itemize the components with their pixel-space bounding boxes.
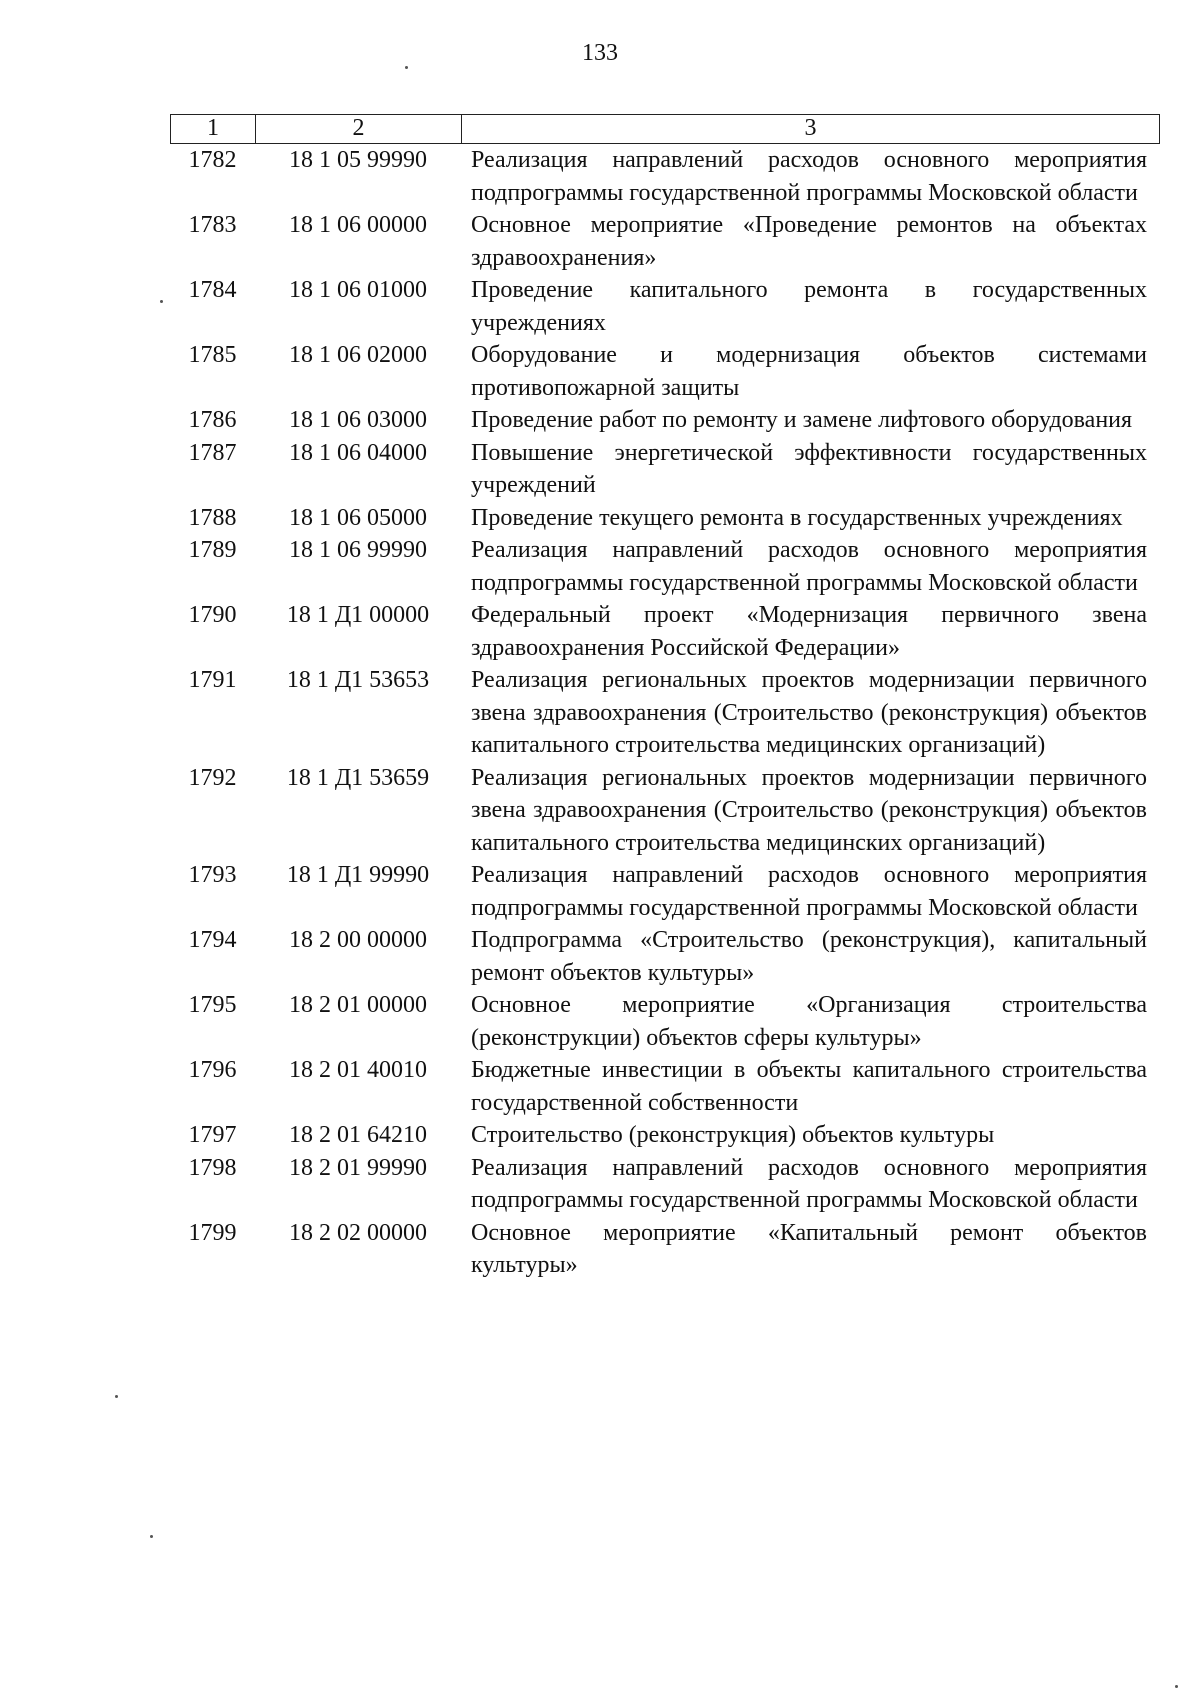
table-row — [170, 209, 1160, 274]
row-number: 1793 — [188, 862, 237, 888]
row-description: Реализация направлений расходов основного мероприятия подпрограммы государственной программы Московской области — [471, 1154, 1147, 1213]
row-number: 1785 — [188, 342, 237, 368]
row-number: 1791 — [188, 667, 237, 693]
column-header-2: 2 — [256, 115, 462, 143]
table-row — [170, 924, 1160, 989]
table-row — [170, 599, 1160, 664]
row-description: Бюджетные инвестиции в объекты капитального строительства государственной собственности — [471, 1057, 1147, 1116]
scan-speck — [115, 1395, 118, 1398]
row-number: 1795 — [188, 992, 237, 1018]
row-number: 1797 — [188, 1122, 237, 1148]
table-row — [170, 989, 1160, 1054]
table-row — [170, 502, 1160, 535]
table-row — [170, 534, 1160, 599]
table-row — [170, 339, 1160, 404]
table-row — [170, 1152, 1160, 1217]
row-description: Реализация региональных проектов модернизации первичного звена здравоохранения (Строительство (реконструкция) объектов капитального строительства медицинских организаций) — [471, 667, 1147, 758]
table-row — [170, 1119, 1160, 1152]
row-description: Реализация направлений расходов основного мероприятия подпрограммы государственной программы Московской области — [471, 537, 1147, 596]
row-code: 18 1 05 99990 — [289, 147, 427, 173]
table-row — [170, 144, 1160, 209]
row-description: Повышение энергетической эффективности государственных учреждений — [471, 439, 1147, 498]
scan-speck — [405, 66, 408, 69]
row-description: Реализация направлений расходов основного мероприятия подпрограммы государственной программы Московской области — [471, 147, 1147, 206]
row-number: 1799 — [188, 1219, 237, 1246]
table-row — [170, 762, 1160, 860]
row-description: Подпрограмма «Строительство (реконструкция), капитальный ремонт объектов культуры» — [471, 927, 1147, 986]
row-description: Проведение капитального ремонта в государственных учреждениях — [471, 277, 1147, 336]
table-row — [170, 1054, 1160, 1119]
row-number: 1787 — [188, 439, 237, 466]
row-number: 1784 — [188, 277, 237, 303]
row-code: 18 1 06 02000 — [289, 342, 427, 368]
row-code: 18 1 Д1 53659 — [286, 764, 430, 791]
row-code: 18 2 01 40010 — [289, 1057, 427, 1083]
row-code: 18 1 Д1 53653 — [286, 667, 430, 693]
row-code: 18 2 02 00000 — [289, 1219, 427, 1246]
row-code: 18 2 00 00000 — [289, 927, 427, 953]
row-number: 1782 — [188, 147, 237, 173]
row-number: 1788 — [188, 504, 237, 531]
row-number: 1786 — [188, 407, 237, 433]
scan-speck — [150, 1535, 153, 1538]
table-row — [170, 664, 1160, 762]
row-code: 18 1 06 99990 — [289, 537, 427, 563]
table-body — [170, 144, 1160, 1282]
row-code: 18 2 01 00000 — [289, 992, 427, 1018]
row-code: 18 1 06 05000 — [289, 504, 427, 531]
page-number: 133 — [582, 40, 618, 66]
row-description: Оборудование и модернизация объектов системами противопожарной защиты — [471, 342, 1147, 401]
table-header-row — [170, 114, 1160, 144]
row-description: Основное мероприятие «Капитальный ремонт объектов культуры» — [471, 1219, 1147, 1278]
row-number: 1798 — [188, 1154, 237, 1181]
row-code: 18 2 01 64210 — [289, 1122, 427, 1148]
row-description: Основное мероприятие «Проведение ремонтов на объектах здравоохранения» — [471, 212, 1147, 271]
row-number: 1792 — [188, 764, 237, 791]
scan-speck — [1175, 1685, 1178, 1688]
row-description: Строительство (реконструкция) объектов культуры — [471, 1122, 995, 1148]
row-description: Федеральный проект «Модернизация первичного звена здравоохранения Российской Федерации» — [471, 602, 1147, 661]
row-description: Проведение работ по ремонту и замене лифтового оборудования — [471, 407, 1133, 433]
row-code: 18 1 06 01000 — [289, 277, 427, 303]
table-row — [170, 437, 1160, 502]
row-code: 18 1 Д1 99990 — [286, 862, 430, 888]
row-code: 18 1 06 03000 — [289, 407, 427, 433]
row-number: 1789 — [188, 537, 237, 563]
row-description: Реализация направлений расходов основного мероприятия подпрограммы государственной программы Московской области — [471, 862, 1147, 921]
table-row — [170, 404, 1160, 437]
table-row — [170, 274, 1160, 339]
row-number: 1783 — [188, 212, 237, 238]
row-code: 18 1 Д1 00000 — [286, 602, 430, 628]
column-header-3: 3 — [804, 115, 817, 141]
row-code: 18 2 01 99990 — [289, 1154, 427, 1181]
row-number: 1794 — [188, 927, 237, 953]
column-header-1: 1 — [171, 115, 256, 143]
row-description: Основное мероприятие «Организация строительства (реконструкции) объектов сферы культуры» — [471, 992, 1147, 1051]
row-code: 18 1 06 00000 — [289, 212, 427, 238]
scan-speck — [160, 300, 163, 303]
row-code: 18 1 06 04000 — [289, 439, 427, 466]
table-row — [170, 1217, 1160, 1282]
row-description: Реализация региональных проектов модернизации первичного звена здравоохранения (Строительство (реконструкция) объектов капитального строительства медицинских организаций) — [471, 764, 1147, 856]
row-number: 1790 — [188, 602, 237, 628]
table-row — [170, 859, 1160, 924]
row-number: 1796 — [188, 1057, 237, 1083]
row-description: Проведение текущего ремонта в государственных учреждениях — [471, 504, 1123, 531]
budget-classification-table — [170, 114, 1160, 1282]
